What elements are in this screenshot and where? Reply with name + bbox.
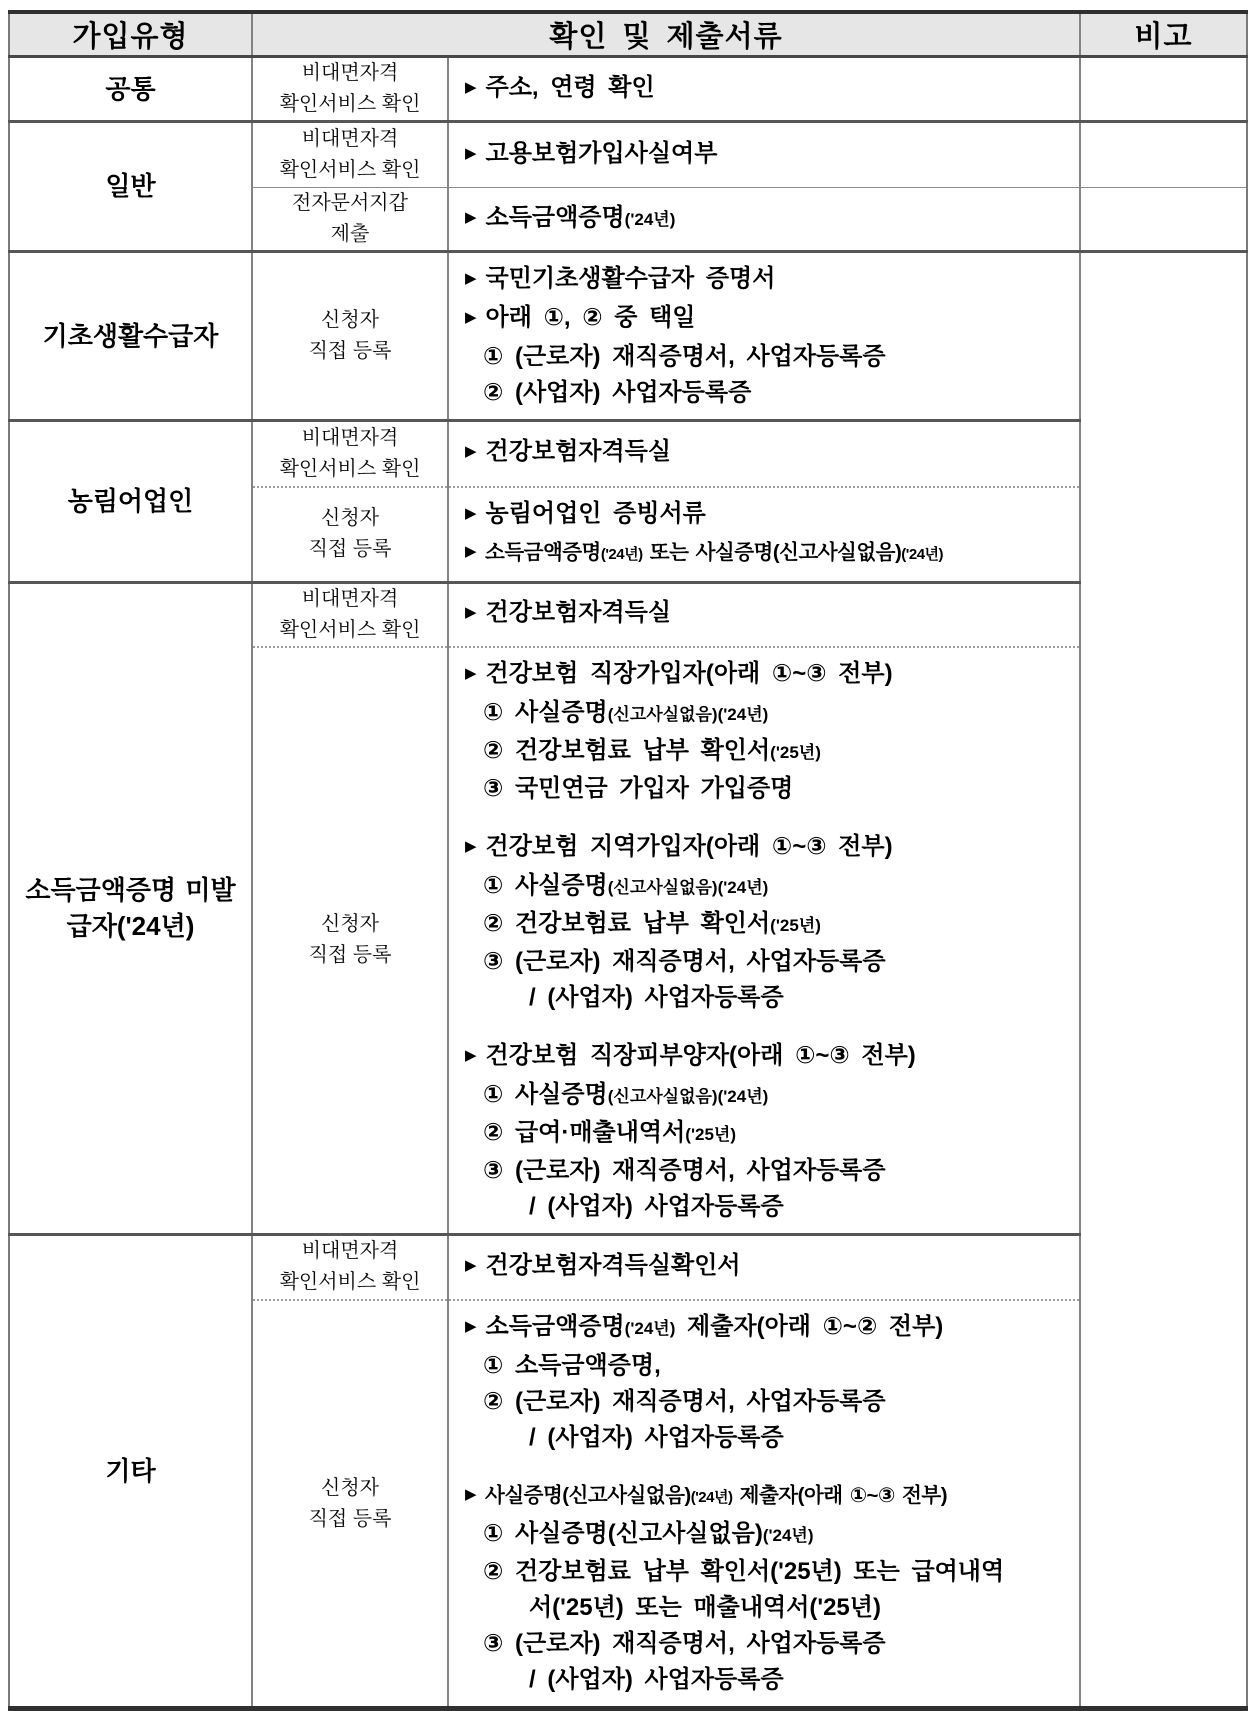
- method-line: 확인서비스 확인: [279, 1271, 421, 1294]
- doc-line: [457, 944, 1075, 980]
- bullet-triangle-icon: ▶: [465, 837, 477, 855]
- doc-text-segment: ② 급여·매출내역서: [483, 1118, 686, 1146]
- header-remarks: 비고: [1080, 12, 1247, 57]
- method-line: 신청자: [321, 507, 379, 529]
- doc-text-segment: ('24년): [600, 545, 643, 563]
- doc-text-segment: / (사업자) 사업자등록증: [529, 983, 784, 1011]
- doc-text-segment: 건강보험자격득실: [485, 438, 672, 466]
- method-line: 확인서비스 확인: [279, 93, 421, 115]
- doc-line: [457, 868, 1075, 906]
- doc-line: [457, 1115, 1075, 1153]
- section-label-general: 일반: [9, 122, 252, 252]
- method-cell-agri-1: [252, 421, 448, 487]
- document-table: [8, 10, 1248, 1711]
- doc-text-segment: 건강보험 직장피부양자(아래 ①~③ 전부): [485, 1041, 916, 1069]
- method-cell-common: [252, 57, 448, 122]
- doc-line: [457, 1153, 1075, 1189]
- bullet-triangle-icon: ▶: [465, 664, 477, 682]
- bullet-triangle-icon: ▶: [465, 1256, 477, 1274]
- docs-cell-general-2: [448, 188, 1080, 252]
- bullet-triangle-icon: ▶: [465, 270, 477, 287]
- doc-line: [457, 200, 1075, 239]
- section-label-common: 공통: [9, 57, 252, 122]
- doc-text-segment: ③ (근로자) 재직증명서, 사업자등록증: [483, 1156, 886, 1184]
- doc-line: [457, 980, 1075, 1016]
- doc-text-segment: 건강보험 직장가입자(아래 ①~③ 전부): [485, 659, 893, 687]
- doc-line: [457, 1077, 1075, 1115]
- bullet-triangle-icon: ▶: [465, 604, 477, 621]
- doc-line: [457, 1189, 1075, 1225]
- section-label-basic-livelihood: 기초생활수급자: [9, 252, 252, 421]
- doc-text-segment: 사실증명(신고사실없음): [485, 1484, 691, 1507]
- docs-cell-agri-2: [448, 487, 1080, 583]
- doc-text-segment: ('24년): [901, 545, 944, 563]
- bullet-triangle-icon: ▶: [465, 1318, 477, 1335]
- bullet-triangle-icon: ▶: [465, 144, 477, 162]
- method-cell-general-1: [252, 122, 448, 188]
- method-line: 확인서비스 확인: [279, 159, 421, 181]
- remarks-cell-general-1: [1080, 122, 1247, 188]
- doc-text-segment: / (사업자) 사업자등록증: [529, 1666, 784, 1693]
- section-label-agri-fishery: 농림어업인: [9, 421, 252, 583]
- bullet-triangle-icon: ▶: [465, 443, 477, 461]
- doc-line: [457, 1516, 1075, 1554]
- method-cell-no-income-2: [252, 647, 448, 1235]
- doc-text-segment: ① 사실증명: [483, 698, 608, 726]
- doc-line: [457, 1554, 1075, 1590]
- doc-text-segment: (신고사실없음)('24년): [607, 877, 769, 897]
- doc-text-segment: 주소, 연령 확인: [485, 73, 655, 101]
- doc-text-segment: 건강보험 지역가입자(아래 ①~③ 전부): [485, 832, 893, 860]
- docs-cell-agri-1: [448, 421, 1080, 487]
- doc-text-segment: ('25년): [770, 742, 821, 762]
- method-line: 신청자: [321, 1476, 379, 1499]
- docs-cell-no-income-2: [448, 647, 1080, 1235]
- method-cell-agri-2: [252, 487, 448, 583]
- docs-cell-basic-livelihood: [448, 252, 1080, 421]
- remarks-cell-merged: [1080, 252, 1247, 1709]
- docs-cell-common: [448, 57, 1080, 122]
- doc-line: [457, 1662, 1075, 1698]
- doc-text-segment: ③ (근로자) 재직증명서, 사업자등록증: [483, 1630, 886, 1657]
- bullet-triangle-icon: ▶: [465, 1486, 477, 1503]
- method-line: 전자문서지갑: [292, 192, 408, 214]
- header-documents: 확인 및 제출서류: [252, 12, 1080, 57]
- doc-text-segment: ① (근로자) 재직증명서, 사업자등록증: [483, 343, 886, 370]
- doc-text-segment: (신고사실없음)('24년): [607, 1086, 769, 1106]
- doc-line: [457, 906, 1075, 944]
- doc-line: [457, 300, 1075, 339]
- method-cell-general-2: [252, 188, 448, 252]
- method-line: 비대면자격: [301, 1240, 399, 1263]
- doc-line: [457, 339, 1075, 375]
- bullet-triangle-icon: ▶: [465, 1046, 477, 1064]
- doc-text-segment: 고용보험가입사실여부: [485, 139, 718, 167]
- method-line: 확인서비스 확인: [279, 618, 421, 641]
- method-line: 신청자: [321, 913, 379, 935]
- header-join-type: 가입유형: [9, 12, 252, 57]
- doc-text-segment: / (사업자) 사업자등록증: [529, 1192, 784, 1220]
- doc-line: [457, 733, 1075, 771]
- doc-text-segment: ② 건강보험료 납부 확인서: [483, 909, 771, 937]
- doc-line: [457, 1309, 1075, 1348]
- doc-line: [457, 1348, 1075, 1384]
- method-line: 직접 등록: [308, 1507, 392, 1530]
- doc-line: [457, 261, 1075, 300]
- doc-line: [457, 1626, 1075, 1662]
- doc-text-segment: 제출자(아래 ①~② 전부): [675, 1313, 944, 1340]
- doc-line: [457, 595, 1075, 634]
- bullet-triangle-icon: ▶: [465, 208, 477, 226]
- method-line: 비대면자격: [301, 128, 399, 150]
- bullet-triangle-icon: ▶: [465, 309, 477, 326]
- bullet-triangle-icon: ▶: [465, 504, 477, 522]
- doc-text-segment: ② (사업자) 사업자등록증: [483, 379, 752, 406]
- section-label-other: 기타: [105, 1455, 156, 1486]
- bullet-triangle-icon: ▶: [465, 78, 477, 96]
- doc-text-segment: 소득금액증명: [485, 540, 601, 564]
- doc-line: [457, 1248, 1075, 1287]
- doc-line: [457, 1038, 1075, 1077]
- doc-text-segment: ('25년): [770, 915, 821, 935]
- doc-text-segment: ③ 국민연금 가입자 가입증명: [483, 774, 794, 802]
- method-line: 비대면자격: [301, 587, 399, 610]
- method-line: 비대면자격: [301, 426, 399, 449]
- doc-line: [457, 771, 1075, 807]
- doc-text-segment: ('24년): [762, 1526, 814, 1545]
- doc-text-segment: ① 소득금액증명,: [483, 1352, 661, 1379]
- section-label-no-income-cert: 소득금액증명 미발급자('24년): [9, 582, 252, 1234]
- docs-cell-no-income-1: [448, 582, 1080, 647]
- method-cell-other-1: [252, 1234, 448, 1300]
- remarks-cell-common: [1080, 57, 1247, 122]
- doc-text-segment: 제출자(아래 ①~③ 전부): [732, 1484, 948, 1507]
- doc-text-segment: 건강보험자격득실확인서: [485, 1251, 741, 1279]
- doc-line: [457, 535, 1075, 573]
- doc-text-segment: 소득금액증명: [485, 203, 625, 231]
- doc-text-segment: 국민기초생활수급자 증명서: [485, 265, 776, 292]
- method-line: 제출: [330, 223, 370, 245]
- doc-text-segment: ('24년): [624, 209, 676, 229]
- doc-line: [457, 1384, 1075, 1420]
- doc-text-segment: ① 사실증명(신고사실없음): [483, 1520, 763, 1547]
- doc-text-segment: 농림어업인 증빙서류: [485, 499, 706, 527]
- doc-text-segment: 서('25년) 또는 매출내역서('25년): [529, 1594, 881, 1621]
- method-line: 확인서비스 확인: [279, 457, 421, 480]
- method-cell-other-2: [252, 1300, 448, 1709]
- method-line: 비대면자격: [301, 62, 399, 84]
- method-line: 신청자: [321, 309, 379, 331]
- bullet-triangle-icon: ▶: [465, 542, 477, 560]
- doc-text-segment: ① 사실증명: [483, 871, 608, 899]
- docs-cell-other-2: [448, 1300, 1080, 1709]
- doc-text-segment: / (사업자) 사업자등록증: [529, 1424, 784, 1451]
- method-cell-basic-livelihood: [252, 252, 448, 421]
- method-line: 직접 등록: [308, 538, 392, 560]
- docs-cell-general-1: [448, 122, 1080, 188]
- doc-line: [457, 136, 1075, 175]
- doc-line: [457, 656, 1075, 695]
- remarks-cell-general-2: [1080, 188, 1247, 252]
- doc-text-segment: 아래 ①, ② 중 택일: [485, 304, 696, 331]
- method-line: 직접 등록: [308, 340, 392, 362]
- doc-text-segment: ③ (근로자) 재직증명서, 사업자등록증: [483, 947, 886, 975]
- method-line: 직접 등록: [308, 944, 392, 966]
- doc-text-segment: ('24년): [624, 1319, 676, 1338]
- doc-text-segment: 건강보험자격득실: [485, 599, 672, 626]
- doc-line: [457, 1590, 1075, 1626]
- doc-text-segment: ('25년): [685, 1124, 736, 1144]
- doc-line: [457, 695, 1075, 733]
- doc-line: [457, 70, 1075, 109]
- doc-line: [457, 1420, 1075, 1456]
- doc-line: [457, 375, 1075, 411]
- doc-text-segment: ② 건강보험료 납부 확인서: [483, 736, 771, 764]
- method-cell-no-income-1: [252, 582, 448, 647]
- doc-line: [457, 496, 1075, 535]
- doc-text-segment: (신고사실없음)('24년): [607, 704, 769, 724]
- doc-text-segment: ② 건강보험료 납부 확인서('25년) 또는 급여내역: [483, 1558, 1005, 1585]
- doc-text-segment: 소득금액증명: [485, 1313, 625, 1340]
- doc-text-segment: ① 사실증명: [483, 1080, 608, 1108]
- doc-text-segment: 또는 사실증명(신고사실없음): [642, 540, 902, 564]
- doc-line: [457, 1478, 1075, 1516]
- doc-line: [457, 829, 1075, 868]
- doc-line: [457, 434, 1075, 473]
- docs-cell-other-1: [448, 1234, 1080, 1300]
- doc-text-segment: ② (근로자) 재직증명서, 사업자등록증: [483, 1388, 886, 1415]
- doc-text-segment: ('24년): [690, 1489, 733, 1506]
